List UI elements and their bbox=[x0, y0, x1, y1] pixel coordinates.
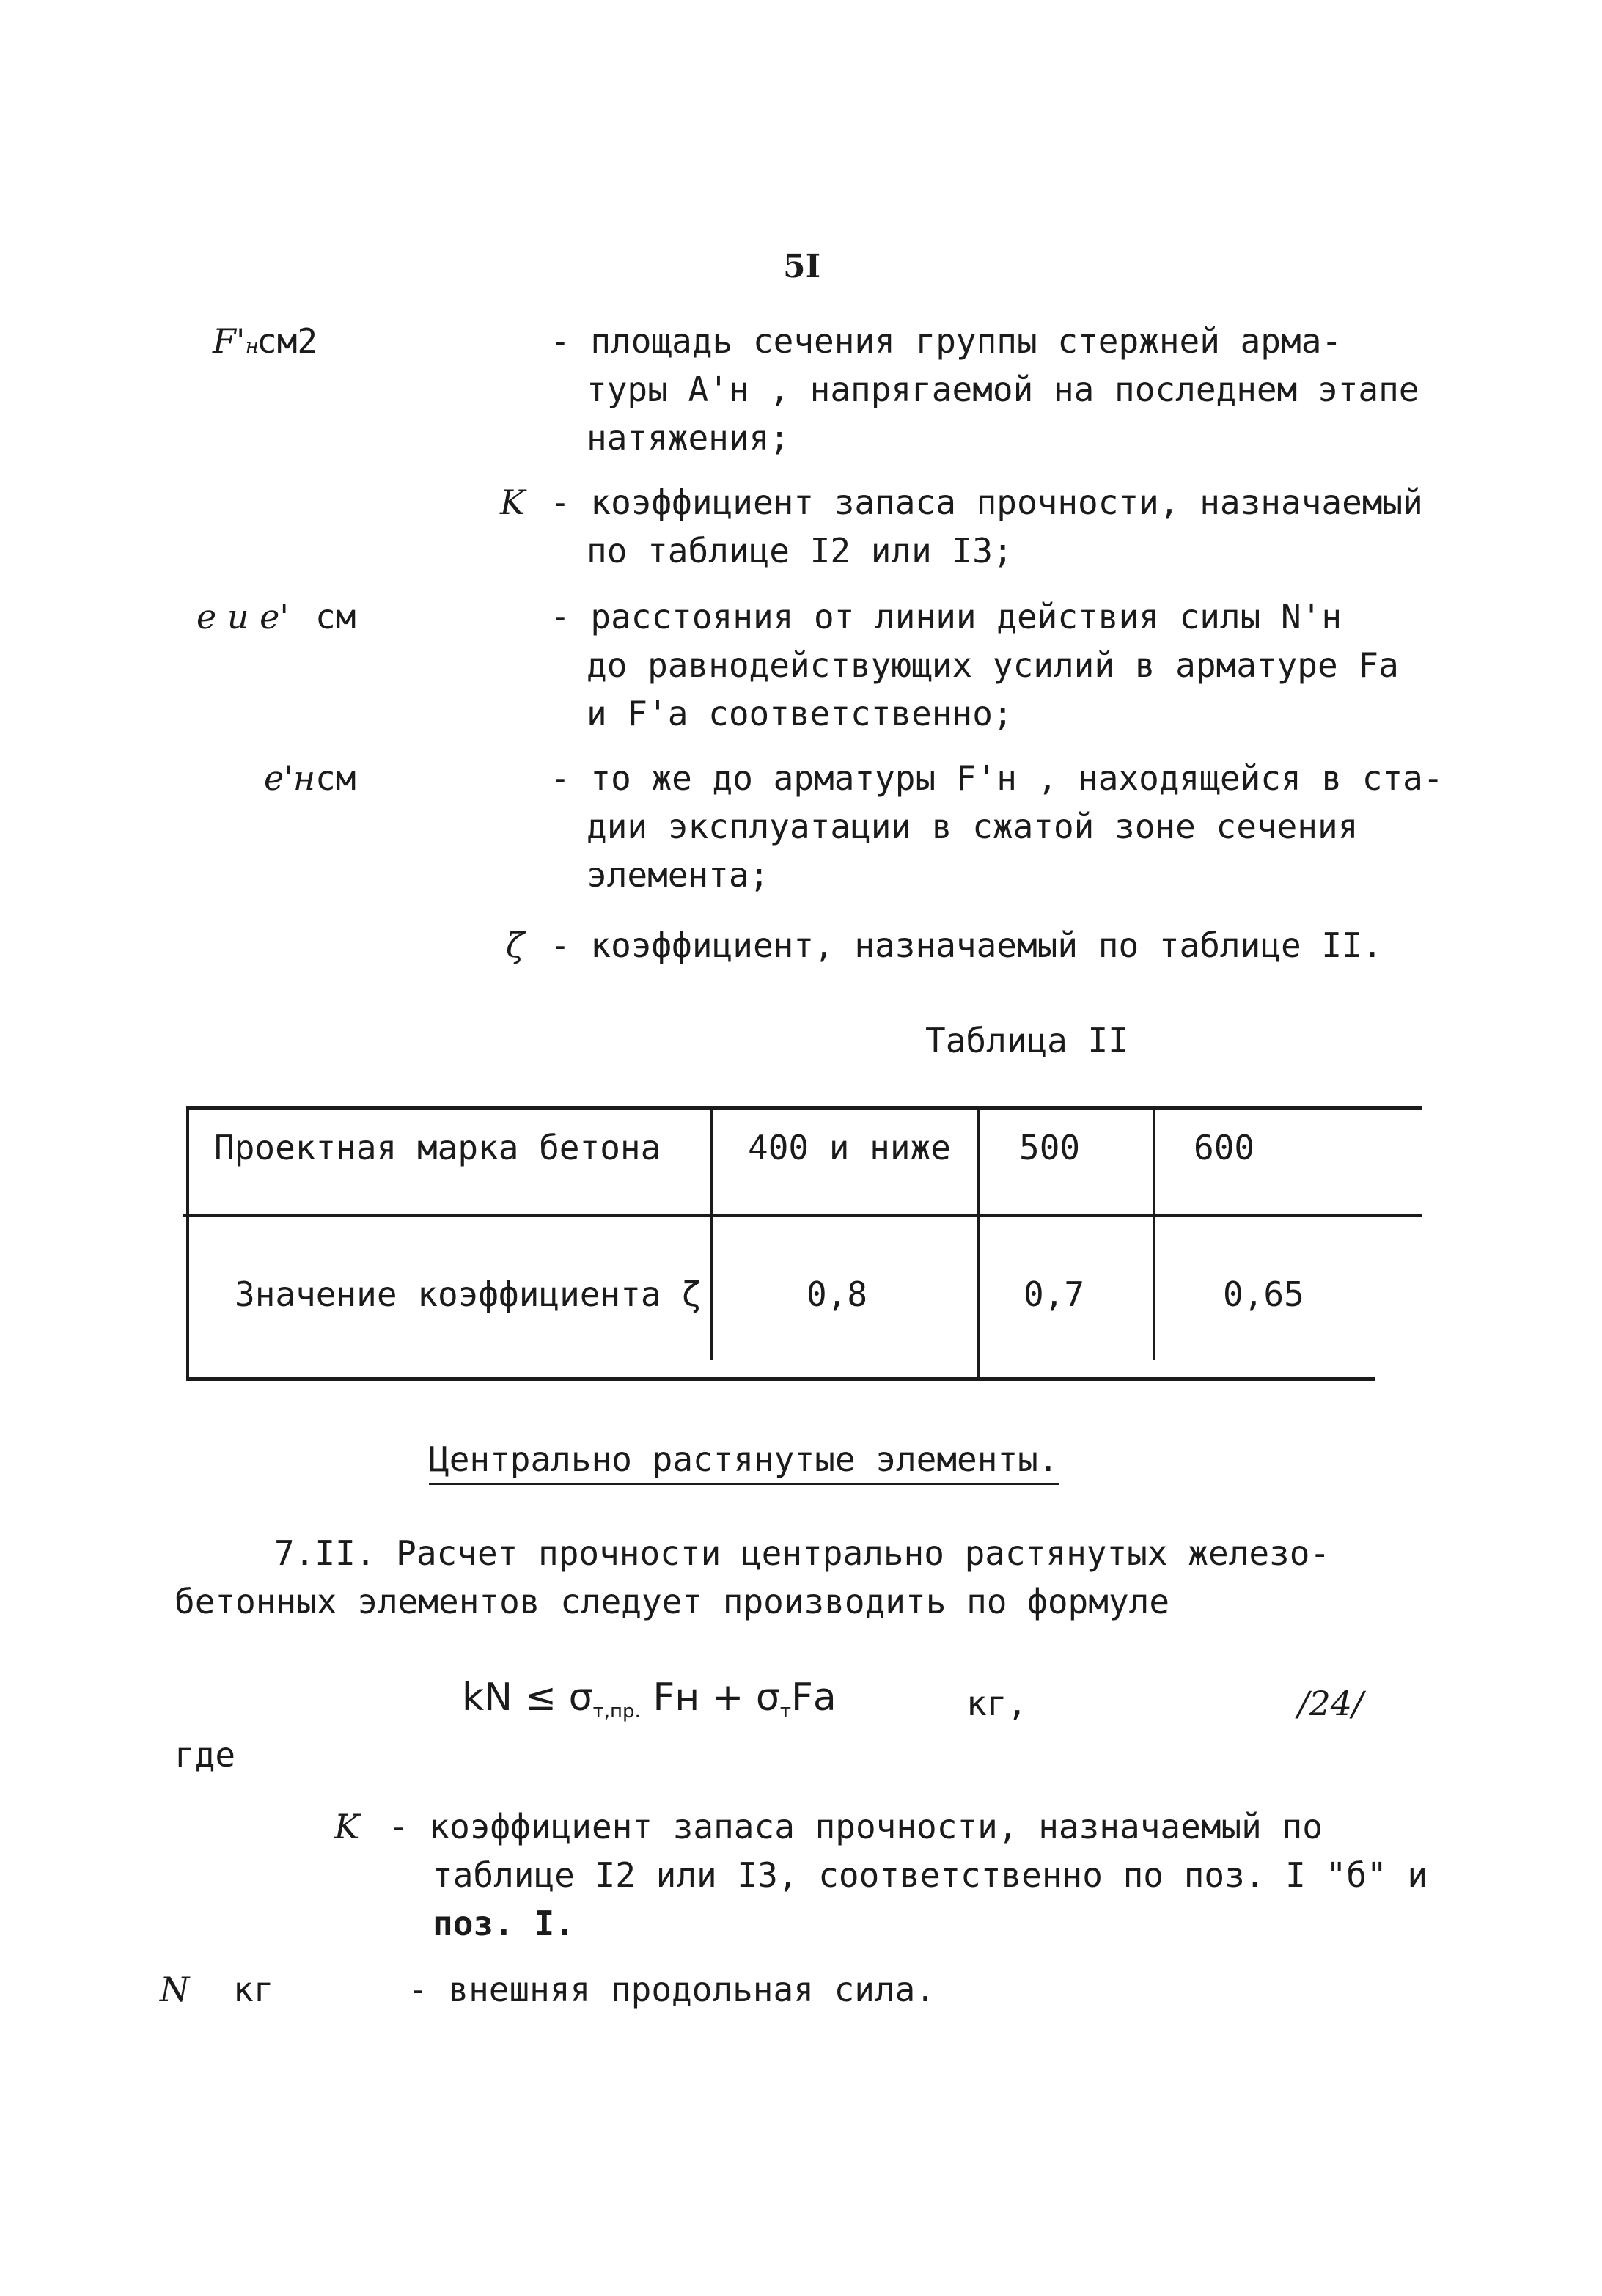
definition-line: - площадь сечения группы стержней арма- bbox=[550, 321, 1342, 361]
table-col-line bbox=[1153, 1107, 1155, 1360]
table-row-cell: 0,65 bbox=[1223, 1274, 1304, 1314]
definition-unit-en: см bbox=[315, 758, 356, 798]
table-col-line bbox=[977, 1107, 980, 1380]
definition-line: - коэффициент запаса прочности, назначаемый bbox=[550, 483, 1423, 522]
definition-line: натяжения; bbox=[587, 418, 790, 458]
definition-line: - коэффициент, назначаемый по таблице II. bbox=[550, 925, 1383, 965]
paragraph-line: бетонных элементов следует производить по формуле bbox=[174, 1582, 1170, 1621]
definition-symbol-en: e'н bbox=[264, 758, 316, 798]
where-label: где bbox=[174, 1735, 236, 1775]
formula-subscript: т bbox=[779, 1701, 791, 1723]
definition-line: - коэффициент запаса прочности, назначаемый по bbox=[389, 1807, 1323, 1846]
formula-part: Fа bbox=[790, 1676, 837, 1720]
definition-symbol-n: N bbox=[160, 1970, 190, 2009]
definition-line: по таблице I2 или I3; bbox=[587, 531, 1013, 571]
section-heading: Центрально растянутые элементы. bbox=[429, 1437, 1059, 1485]
definition-line: и F'а соответственно; bbox=[587, 694, 1013, 733]
formula-unit: кг, bbox=[966, 1684, 1028, 1723]
table-header-cell: Проектная марка бетона bbox=[214, 1128, 661, 1167]
table-row-cell: 0,7 bbox=[1024, 1274, 1085, 1314]
paragraph-line: 7.II. Расчет прочности центрально растянутых железо- bbox=[274, 1533, 1331, 1573]
definition-line: поз. I. bbox=[433, 1904, 575, 1943]
definition-unit-n: кг bbox=[233, 1970, 274, 2009]
table-col-line bbox=[186, 1107, 189, 1380]
table-header-cell: 600 bbox=[1194, 1128, 1255, 1167]
definition-line: дии эксплуатации в сжатой зоне сечения bbox=[587, 807, 1359, 846]
definition-unit-fn: см2 bbox=[257, 321, 318, 361]
formula bbox=[462, 1676, 837, 1723]
definition-symbol-k: K bbox=[500, 483, 526, 522]
formula-subscript: т,пр. bbox=[592, 1701, 641, 1723]
definition-line: до равнодействующих усилий в арматуре Fа bbox=[587, 645, 1399, 685]
table-top-border bbox=[186, 1106, 1422, 1110]
definition-line: - расстояния от линии действия силы N'н bbox=[550, 597, 1342, 637]
table-row-cell: Значение коэффициента ζ bbox=[235, 1274, 702, 1314]
table-header-cell: 400 и ниже bbox=[748, 1128, 951, 1167]
table-row-cell: 0,8 bbox=[806, 1274, 868, 1314]
table-bottom-border bbox=[186, 1377, 1375, 1381]
table-header-cell: 500 bbox=[1019, 1128, 1081, 1167]
formula-part: kN ≤ σ bbox=[462, 1676, 593, 1720]
definition-line: - то же до арматуры F'н , находящейся в ста- bbox=[550, 758, 1444, 798]
definition-line: туры A'н , напрягаемой на последнем этапе bbox=[587, 370, 1419, 409]
page-number: 5I bbox=[783, 248, 821, 285]
formula-number: /24/ bbox=[1298, 1684, 1364, 1723]
definition-symbol-zeta: ζ bbox=[506, 925, 524, 965]
definition-unit-e: см bbox=[315, 597, 356, 637]
definition-symbol-fn: F'н bbox=[213, 321, 260, 361]
definition-symbol-k: K bbox=[334, 1807, 360, 1846]
definition-symbol-e: e и e' bbox=[196, 597, 289, 637]
formula-part: Fн + σ bbox=[640, 1676, 780, 1720]
definition-line: таблице I2 или I3, соответственно по поз. I "б" и bbox=[433, 1855, 1428, 1895]
table-caption: Таблица II bbox=[925, 1021, 1128, 1060]
table-mid-border bbox=[183, 1214, 1422, 1217]
definition-line: элемента; bbox=[587, 855, 770, 895]
definition-line: - внешняя продольная сила. bbox=[408, 1970, 936, 2009]
table-col-line bbox=[710, 1107, 713, 1360]
